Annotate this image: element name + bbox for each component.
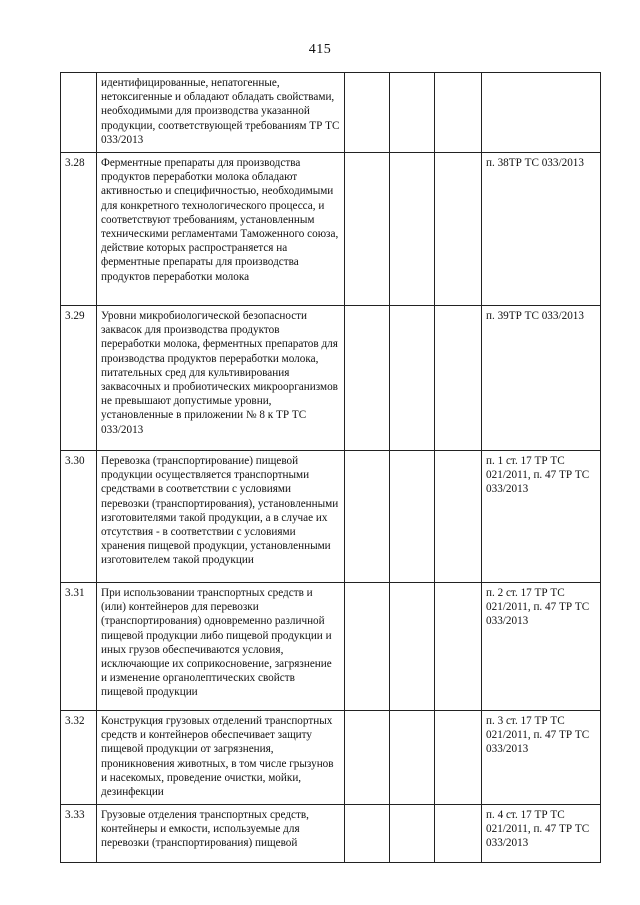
table-row <box>61 805 601 863</box>
row-number: 3.33 <box>61 805 97 863</box>
empty-cell <box>390 306 435 451</box>
empty-cell <box>390 711 435 805</box>
requirement-text: Грузовые отделения транспортных средств, контейнеры и емкости, используемые для перевозки (транспортирования) пищевой <box>97 805 345 863</box>
empty-cell <box>345 805 390 863</box>
row-number <box>61 73 97 153</box>
empty-cell <box>390 805 435 863</box>
table-row <box>61 711 601 805</box>
empty-cell <box>435 805 482 863</box>
requirement-text: идентифицированные, непатогенные, нетоксигенные и обладают обладать свойствами, необходимыми для производства указанной продукции, соответствующей требованиям ТР ТС 033/2013 <box>97 73 345 153</box>
requirements-table <box>60 72 601 863</box>
row-number: 3.32 <box>61 711 97 805</box>
empty-cell <box>345 306 390 451</box>
empty-cell <box>435 583 482 711</box>
table-row <box>61 583 601 711</box>
reference-cell <box>482 73 601 153</box>
table-row <box>61 153 601 306</box>
reference-cell: п. 39ТР ТС 033/2013 <box>482 306 601 451</box>
empty-cell <box>435 711 482 805</box>
reference-cell: п. 3 ст. 17 ТР ТС 021/2011, п. 47 ТР ТС 033/2013 <box>482 711 601 805</box>
reference-cell: п. 2 ст. 17 ТР ТС 021/2011, п. 47 ТР ТС 033/2013 <box>482 583 601 711</box>
empty-cell <box>345 451 390 583</box>
empty-cell <box>390 451 435 583</box>
requirement-text: При использовании транспортных средств и (или) контейнеров для перевозки (транспортирования) одновременно различной пищевой продукции либо пищевой продукции и иных грузов обеспечиваются условия, исключающие их соприкосновение, загрязнение и изменение органолептических свойств пищевой продукции <box>97 583 345 711</box>
empty-cell <box>345 73 390 153</box>
requirement-text: Ферментные препараты для производства продуктов переработки молока обладают активностью и специфичностью, необходимыми для конкретного технологического процесса, и соответствуют требованиям, установленным техническими регламентами Таможенного союза, действие которых распространяется на ферментные препараты для производства продуктов переработки молока <box>97 153 345 306</box>
table-row <box>61 451 601 583</box>
table-row <box>61 73 601 153</box>
empty-cell <box>345 583 390 711</box>
empty-cell <box>390 73 435 153</box>
empty-cell <box>435 73 482 153</box>
empty-cell <box>435 153 482 306</box>
reference-cell: п. 4 ст. 17 ТР ТС 021/2011, п. 47 ТР ТС 033/2013 <box>482 805 601 863</box>
page-number: 415 <box>308 42 332 57</box>
empty-cell <box>390 583 435 711</box>
row-number: 3.31 <box>61 583 97 711</box>
requirement-text: Перевозка (транспортирование) пищевой продукции осуществляется транспортными средствами в соответствии с условиями перевозки (транспортирования), установленными изготовителями такой продукции, а в случае их отсутствия - в соответствии с условиями хранения пищевой продукции, установленными изготовителем такой продукции <box>97 451 345 583</box>
row-number: 3.30 <box>61 451 97 583</box>
row-number: 3.29 <box>61 306 97 451</box>
requirement-text: Конструкция грузовых отделений транспортных средств и контейнеров обеспечивает защиту пищевой продукции от загрязнения, проникновения животных, в том числе грызунов и насекомых, проведение очистки, мойки, дезинфекции <box>97 711 345 805</box>
empty-cell <box>435 451 482 583</box>
empty-cell <box>435 306 482 451</box>
reference-cell: п. 1 ст. 17 ТР ТС 021/2011, п. 47 ТР ТС 033/2013 <box>482 451 601 583</box>
empty-cell <box>390 153 435 306</box>
requirement-text: Уровни микробиологической безопасности заквасок для производства продуктов переработки молока, ферментных препаратов для производства продуктов переработки молока, питательных сред для культивирования заквасочных и пробиотических микроорганизмов не превышают допустимые уровни, установленные в приложении № 8 к ТР ТС 033/2013 <box>97 306 345 451</box>
empty-cell <box>345 153 390 306</box>
table-row <box>61 306 601 451</box>
empty-cell <box>345 711 390 805</box>
reference-cell: п. 38ТР ТС 033/2013 <box>482 153 601 306</box>
row-number: 3.28 <box>61 153 97 306</box>
